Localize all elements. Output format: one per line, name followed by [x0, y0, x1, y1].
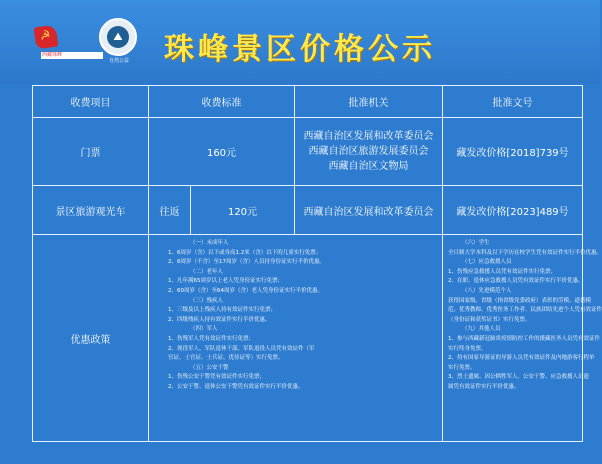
policy-line: 1、参与西藏新冠肺炎疫情防控工作的援藏医务人员凭有效证件 [448, 335, 601, 342]
policy-line: 2、在职、退休应急救援人员凭有效证件实行半价优惠。 [448, 278, 584, 285]
table-header-row [33, 86, 583, 118]
policy-line: （一）未成年人 [190, 240, 229, 246]
policy-line: 范、优秀教师、优秀医务工作者、民族团结先进个人凭有效证件 [448, 307, 602, 314]
policy-line: 1、6周岁（含）以下或身高1.2米（含）以下的儿童实行免票； [168, 249, 322, 256]
bus-authority: 西藏自治区发展和改革委员会 [295, 186, 443, 235]
policy-item: 优惠政策 [33, 235, 149, 442]
authority-line: 西藏自治区旅游发展委员会 [308, 146, 429, 157]
policy-line: 2、公安干警、退休公安干警凭有效证件实行半价优惠。 [168, 383, 304, 390]
policy-line: 2、四级残疾人持有效证件实行半价优惠。 [168, 316, 271, 323]
policy-line: 属凭有效证件实行半价优惠。 [448, 383, 520, 390]
policy-line: 实行终身免票。 [448, 345, 487, 352]
policy-line: 1、伤残应急救援人员凭有效证件实行免票； [448, 268, 557, 275]
party-logo [33, 22, 87, 66]
policy-line: 1、三级及以上残疾人持有效证件实行免票； [168, 307, 277, 314]
policy-line: 获得国家级、省级（指省级党委政府）表彰的劳模、道德模 [448, 297, 592, 304]
policy-line: 1、凡年满65周岁以上老人凭身份证实行免票； [168, 278, 283, 285]
policy-line: （二）老年人 [190, 268, 224, 275]
policy-line: （四）军人 [190, 326, 218, 333]
policy-line: （五）公安干警 [190, 364, 229, 371]
bus-price: 120元 [191, 186, 295, 235]
ticket-authorities [295, 118, 443, 186]
policy-line: 全日制大学本科及以下学历在校学生凭有效证件实行半价优惠。 [448, 249, 602, 256]
policy-line: 2、持有国家导游证的导游人员凭有效证件及内地游客行程单 [448, 355, 595, 362]
flag-icon [34, 25, 59, 50]
policy-line: （七）应急救援人员 [462, 259, 512, 266]
header-doc: 批准文号 [443, 86, 583, 118]
table-row [33, 186, 583, 235]
policy-line: （身份证和获奖证书）实行免票。 [448, 316, 531, 323]
policy-line: 1、伤残公安干警凭有效证件实行免票； [168, 374, 266, 381]
page-title: 珠峰景区价格公示 [164, 32, 436, 67]
authority-line: 西藏自治区发展和改革委员会 [303, 131, 434, 142]
header-authority: 批准机关 [295, 86, 443, 118]
bus-doc: 藏发改价格[2023]489号 [443, 186, 583, 235]
bus-trip: 往返 [149, 186, 191, 235]
policy-line: （六）学生 [462, 240, 490, 246]
table-row [33, 235, 583, 442]
ticket-doc: 藏发改价格[2018]739号 [443, 118, 583, 186]
bus-item: 景区旅游观光车 [33, 186, 149, 235]
logo1-text: 西藏珠峰 [41, 52, 103, 59]
policy-line: 2、60周岁（含）至64周岁（含）老人凭身份证实行半价优惠。 [168, 287, 323, 294]
ticket-item: 门票 [33, 118, 149, 186]
policy-line: 1、伤残军人凭有效证件实行免票； [168, 335, 255, 342]
policy-line: 2、现役军人、军队退休干部、军队退役人员凭有效证件（军 [168, 345, 315, 352]
policy-line: （九）其他人员 [462, 326, 501, 333]
ticket-price: 160元 [149, 118, 295, 186]
policy-line: （八）先进模范个人 [462, 287, 512, 294]
logo2-caption: 自然公益 [108, 58, 129, 64]
policy-line: 2、6周岁（不含）至17周岁（含）人员持身份证实行半价优惠。 [168, 259, 325, 266]
policy-left [149, 235, 443, 442]
table-row [33, 118, 583, 186]
policy-right [443, 235, 602, 442]
price-table [32, 85, 602, 442]
authority-line: 西藏自治区文物局 [328, 161, 409, 172]
scenic-logo [99, 18, 137, 56]
header-price: 收费标准 [149, 86, 295, 118]
mountain-icon: ⛰ [107, 26, 129, 48]
policy-line: 实行免票。 [448, 364, 476, 371]
header-item: 收费项目 [33, 86, 149, 118]
policy-line: 3、烈士遗属、因公牺牲军人、公安干警、应急救援人员遗 [448, 374, 590, 381]
header-banner [0, 0, 600, 84]
policy-line: 官证、士官证、士兵证、优待证等）实行免票。 [168, 355, 284, 362]
policy-line: （三）残疾人 [190, 297, 224, 304]
